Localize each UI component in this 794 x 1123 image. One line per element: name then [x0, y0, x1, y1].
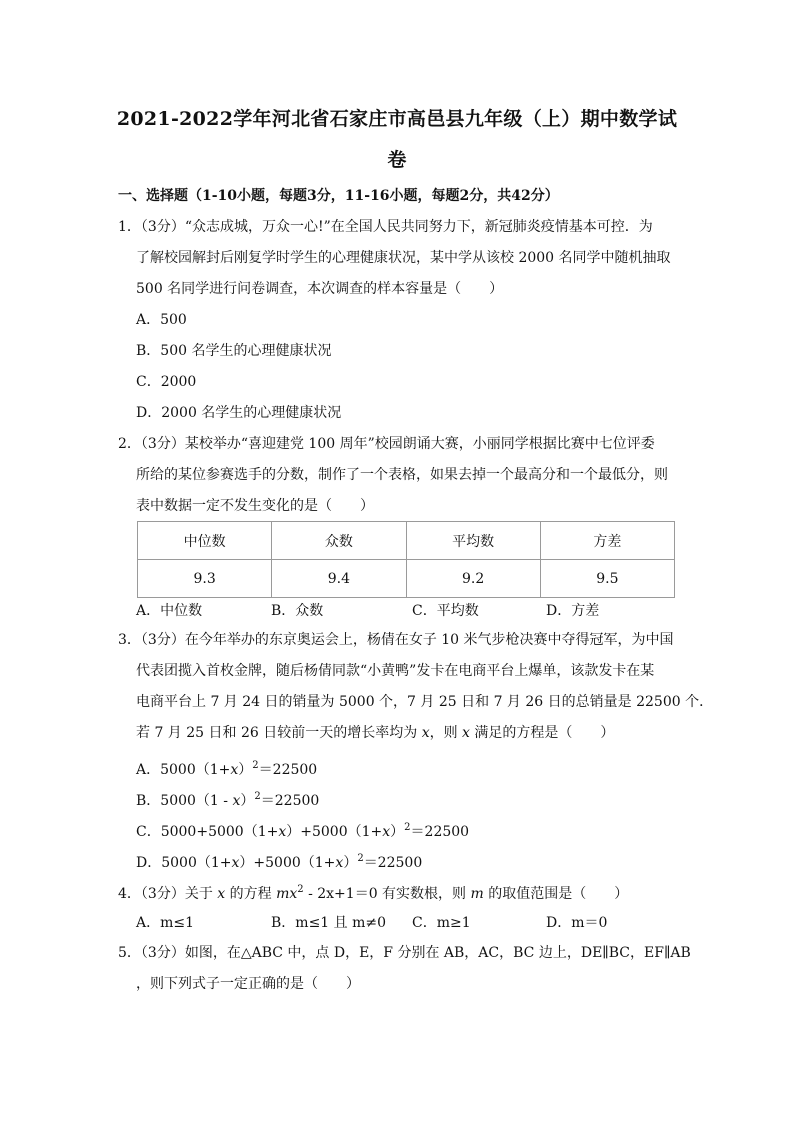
exponent: 2: [404, 822, 411, 833]
q3-option-c: [136, 819, 469, 841]
q3-option-d: [136, 850, 422, 872]
q4-option-d: D．m＝0: [546, 915, 608, 931]
q1-line2: 了解校园解封后刚复学时学生的心理健康状况，某中学从该校 2000 名同学中随机抽取: [136, 250, 671, 266]
q3-line3: 电商平台上 7 月 24 日的销量为 5000 个，7 月 25 日和 7 月 26 日的总销量是 22500 个．: [136, 694, 714, 710]
text-span: ）: [390, 824, 405, 840]
text-span: 4．（3分）关于: [118, 886, 218, 902]
variable-x: x: [462, 725, 470, 741]
q2-line1: 2．（3分）某校举办“喜迎建党 100 周年”校园朗诵大赛，小丽同学根据比赛中七位评委: [118, 436, 655, 452]
text-span: B．5000（1 -: [136, 793, 233, 809]
text-span: C．5000+5000（1+: [136, 824, 279, 840]
text-span: ＝22500: [260, 793, 320, 809]
variable-x: x: [232, 793, 241, 809]
variable-x: x: [231, 855, 240, 871]
table-row: [138, 560, 675, 598]
q1-option-b: B．500 名学生的心理健康状况: [136, 343, 332, 359]
text-span: 若 7 月 25 日和 26 日较前一天的增长率均为: [136, 725, 422, 741]
q3-line1: 3．（3分）在今年举办的东京奥运会上，杨倩在女子 10 米气步枪决赛中夺得冠军，为中国: [118, 632, 674, 648]
text-span: ＝22500: [410, 824, 470, 840]
q5-line1: 5．（3分）如图，在△ABC 中，点 D，E，F 分别在 AB，AC，BC 边上，DE∥BC，EF∥AB: [118, 945, 691, 961]
q2-line3: 表中数据一定不发生变化的是（ ）: [136, 498, 374, 514]
table-header-cell: 中位数: [138, 522, 272, 560]
variable-x: x: [278, 824, 287, 840]
q2-option-a: A．中位数: [136, 603, 203, 619]
text-span: ）: [238, 762, 253, 778]
q4-line1: [118, 881, 628, 903]
table-header-cell: 众数: [272, 522, 406, 560]
page-title-continued: 卷: [387, 149, 407, 171]
exponent: 2: [254, 791, 261, 802]
table-header-cell: 平均数: [406, 522, 540, 560]
exponent: 2: [297, 884, 304, 895]
q2-option-b: B．众数: [271, 603, 324, 619]
variable-mx: mx: [276, 886, 298, 902]
table-cell: 9.3: [138, 560, 272, 598]
variable-x: x: [382, 824, 391, 840]
variable-m: m: [470, 886, 484, 902]
text-span: 的方程: [225, 886, 277, 902]
q3-line4: [136, 724, 614, 742]
table-cell: 9.5: [540, 560, 674, 598]
q2-option-d: D．方差: [546, 603, 600, 619]
q5-line2: ，则下列式子一定正确的是（ ）: [136, 976, 360, 992]
exponent: 2: [252, 760, 259, 771]
text-span: A．5000（1+: [136, 762, 231, 778]
variable-x: x: [217, 886, 226, 902]
q1-line1: 1．（3分）“众志成城，万众一心!”在全国人民共同努力下，新冠肺炎疫情基本可控．为: [118, 219, 653, 235]
q2-option-c: C．平均数: [412, 603, 479, 619]
text-span: ）+5000（1+: [286, 824, 383, 840]
text-span: ）+5000（1+: [239, 855, 336, 871]
table-cell: 9.4: [272, 560, 406, 598]
text-span: ＝22500: [363, 855, 423, 871]
q2-line2: 所给的某位参赛选手的分数，制作了一个表格，如果去掉一个最高分和一个最低分，则: [136, 467, 668, 483]
q1-line3: 500 名同学进行问卷调查，本次调查的样本容量是（ ）: [136, 281, 504, 297]
text-span: ＝22500: [258, 762, 318, 778]
q3-option-a: [136, 757, 317, 779]
q4-option-c: C．m≥1: [412, 915, 471, 931]
q4-option-b: B．m≤1 且 m≠0: [271, 915, 387, 931]
exponent: 2: [357, 853, 364, 864]
text-span: D．5000（1+: [136, 855, 232, 871]
q1-option-a: A．500: [136, 312, 187, 328]
table-cell: 9.2: [406, 560, 540, 598]
variable-x: x: [230, 762, 239, 778]
q4-option-a: A．m≤1: [136, 915, 195, 931]
page-title: 2021-2022学年河北省石家庄市高邑县九年级（上）期中数学试: [116, 108, 678, 130]
text-span: ）: [343, 855, 358, 871]
text-span: - 2x+1＝0 有实数根，则: [303, 886, 471, 902]
table-header-row: [138, 522, 675, 560]
variable-x: x: [335, 855, 344, 871]
text-span: ，则: [429, 725, 463, 741]
table-header-cell: 方差: [540, 522, 674, 560]
q3-option-b: [136, 788, 319, 810]
variable-x: x: [421, 725, 430, 741]
text-span: ）: [240, 793, 255, 809]
q3-line2: 代表团揽入首枚金牌，随后杨倩同款“小黄鸭”发卡在电商平台上爆单，该款发卡在某: [136, 663, 655, 679]
score-table: [137, 521, 675, 598]
q1-option-c: C．2000: [136, 374, 197, 390]
text-span: 的取值范围是（ ）: [483, 886, 629, 902]
q1-option-d: D．2000 名学生的心理健康状况: [136, 405, 342, 421]
section-heading: 一、选择题（1-10小题，每题3分，11-16小题，每题2分，共42分）: [118, 188, 559, 204]
text-span: 满足的方程是（ ）: [469, 725, 615, 741]
